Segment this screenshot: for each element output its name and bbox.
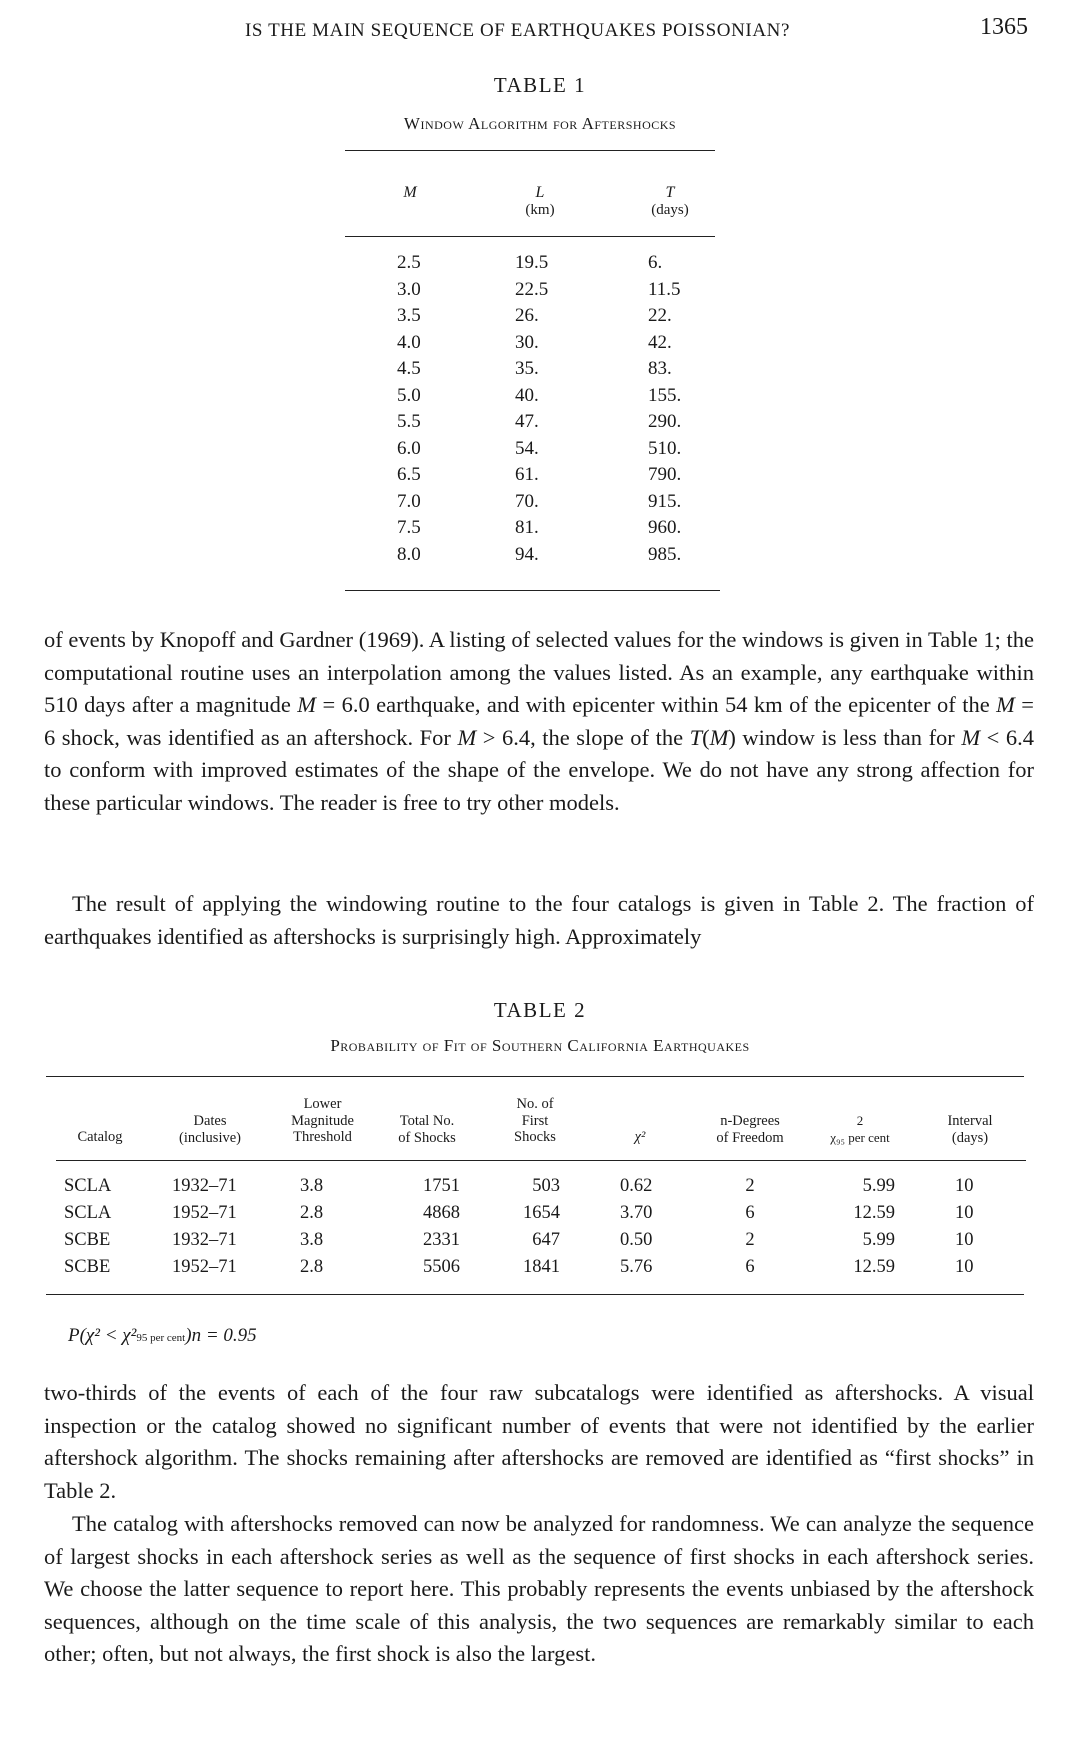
table2-cell: 647: [532, 1230, 560, 1250]
table1-cell: 985.: [648, 543, 682, 565]
table2-cell: 12.59: [853, 1203, 895, 1223]
table2-cell: 1841: [523, 1257, 560, 1277]
table2-col-chi2: χ²: [634, 1129, 646, 1145]
table1-col-l: L (km): [525, 184, 555, 218]
table1-cell: 7.0: [397, 490, 421, 512]
table2-footnote: P(χ² < χ²95 per cent)n = 0.95: [68, 1325, 257, 1346]
table1-cell: 40.: [515, 384, 539, 406]
table2-cell: 10: [955, 1203, 974, 1223]
table1-header-rule: [345, 236, 715, 237]
table1-cell: 790.: [648, 464, 682, 485]
table1-cell: 155.: [648, 384, 682, 406]
table2-cell: 3.8: [300, 1230, 324, 1250]
table1-cell: 6.: [648, 252, 663, 273]
table2-cell: SCBE: [64, 1230, 111, 1250]
table2-cell: 10: [955, 1230, 974, 1250]
table2-cell: 1751: [423, 1176, 460, 1196]
table2-header-rule: [56, 1160, 1026, 1161]
table2-col-first-shocks: No. of First Shocks: [514, 1096, 556, 1145]
table2-cell: 2: [745, 1176, 755, 1196]
table1-col-t: T (days): [651, 184, 689, 218]
table2-col-total-shocks: Total No. of Shocks: [398, 1113, 456, 1146]
table2-cell: 6: [745, 1257, 755, 1277]
table2-cell: SCLA: [64, 1176, 112, 1196]
table2-cell: 2331: [423, 1230, 460, 1250]
page-number: 1365: [980, 14, 1028, 40]
table1-cell: 4.5: [397, 358, 421, 379]
table1-cell: 83.: [648, 358, 672, 379]
table2-cell: 5.99: [862, 1230, 895, 1250]
table1-cell: 3.0: [397, 278, 421, 300]
table1-cell: 42.: [648, 331, 672, 353]
table1-cell: 22.5: [515, 278, 549, 300]
body-paragraph-4: The catalog with aftershocks removed can now be analyzed for randomness. We can analyze the sequence of largest shocks in each aftershock series as well as the sequence of first shocks in each aftershock series. We choose the latter sequence to report here. This probably represents the events unbiased by the aftershock sequences, although on the time scale of this analysis, the two sequences are remarkably similar to each other; often, but not always, the first shock is also the largest.: [44, 1511, 1034, 1666]
table2-cell: 5.76: [620, 1257, 653, 1277]
table1-cell: 510.: [648, 437, 682, 459]
table1-cell: 6.5: [397, 464, 421, 485]
table2-cell: 10: [955, 1257, 974, 1277]
table2-cell: 503: [532, 1176, 560, 1196]
table1-top-rule: [345, 150, 715, 151]
table2-cell: 2.8: [300, 1203, 324, 1223]
table2-col-degrees-freedom: n-Degrees of Freedom: [716, 1113, 784, 1146]
table2-bottom-rule: [46, 1294, 1024, 1295]
table1-cell: 70.: [515, 490, 539, 512]
table1-cell: 290.: [648, 411, 682, 432]
table2-cell: 1952–71: [172, 1203, 237, 1223]
table1-bottom-rule: [345, 590, 720, 591]
table2-cell: 2: [745, 1230, 755, 1250]
table2-caption: Probability of Fit of Southern California Earthquakes: [330, 1036, 750, 1055]
table2-cell: 1932–71: [172, 1176, 237, 1196]
table1-label: TABLE 1: [493, 73, 587, 97]
table2-cell: 1654: [523, 1203, 560, 1223]
table1-cell: 11.5: [648, 278, 681, 300]
table2-label: TABLE 2: [493, 998, 587, 1022]
table1-cell: 19.5: [515, 252, 549, 273]
table2-cell: 3.8: [300, 1176, 324, 1196]
table1-cell: 8.0: [397, 543, 421, 565]
table2-cell: 6: [745, 1203, 755, 1223]
table2-col-dates: Dates (inclusive): [178, 1113, 241, 1146]
table1-cell: 6.0: [397, 437, 421, 459]
table2-cell: 4868: [423, 1203, 460, 1223]
table2-col-interval: Interval (days): [947, 1113, 993, 1146]
table2-cell: 0.62: [620, 1176, 653, 1196]
table1-cell: 3.5: [397, 305, 421, 326]
table1-cell: 7.5: [397, 517, 421, 538]
table1-cell: 915.: [648, 490, 682, 512]
table1-cell: 54.: [515, 437, 539, 459]
table1-cell: 81.: [515, 517, 539, 538]
table1-cell: 5.0: [397, 384, 421, 406]
table1-cell: 47.: [515, 411, 539, 432]
table2-col-lower-magnitude: Lower Magnitude Threshold: [291, 1096, 354, 1145]
table1-caption: Window Algorithm for Aftershocks: [403, 114, 677, 133]
table1-cell: 26.: [515, 305, 539, 326]
table2-cell: 5.99: [862, 1176, 895, 1196]
table2-cell: 1952–71: [172, 1257, 237, 1277]
body-paragraph-3: two-thirds of the events of each of the four raw subcatalogs were identified as aftershocks. A visual inspection or the catalog showed no significant number of events that were not identified by the earlier aftershock algorithm. The shocks remaining after aftershocks are removed are identified as “first shocks” in Table 2.: [44, 1380, 1034, 1503]
table1-col-m: M: [403, 184, 417, 201]
table1-cell: 4.0: [397, 331, 421, 353]
table2-col-chi95: 2 χ₉₅ per cent: [830, 1113, 890, 1145]
table2-cell: 5506: [423, 1257, 460, 1277]
table2-cell: 2.8: [300, 1257, 324, 1277]
table2-cell: 1932–71: [172, 1230, 237, 1250]
table1-cell: 30.: [515, 331, 539, 353]
table2-col-catalog: Catalog: [77, 1129, 123, 1145]
table1-cell: 35.: [515, 358, 539, 379]
table1-cell: 5.5: [397, 411, 421, 432]
table1-cell: 2.5: [397, 252, 421, 273]
table2-cell: 0.50: [620, 1230, 653, 1250]
table2-cell: SCBE: [64, 1257, 111, 1277]
running-title: IS THE MAIN SEQUENCE OF EARTHQUAKES POISSONIAN?: [245, 20, 790, 41]
table2-top-rule: [46, 1076, 1024, 1077]
body-paragraph-2: The result of applying the windowing routine to the four catalogs is given in Table 2. The fraction of earthquakes identified as aftershocks is surprisingly high. Approximately: [44, 891, 1034, 949]
table1-cell: 960.: [648, 517, 682, 538]
table1-cell: 94.: [515, 543, 539, 565]
table2-cell: 12.59: [853, 1257, 895, 1277]
table1-cell: 61.: [515, 464, 539, 485]
table2-cell: 3.70: [620, 1203, 653, 1223]
table2-cell: 10: [955, 1176, 974, 1196]
table2-cell: SCLA: [64, 1203, 112, 1223]
body-paragraph-1: of events by Knopoff and Gardner (1969). A listing of selected values for the windows is given in Table 1; the computational routine uses an interpolation among the values listed. As an example, any earthquake within 510 days after a magnitude M = 6.0 earthquake, and with epicenter within 54 km of the epicenter of the M = 6 shock, was identified as an aftershock. For M > 6.4, the slope of the T(M) window is less than for M < 6.4 to conform with improved estimates of the shape of the envelope. We do not have any strong affection for these particular windows. The reader is free to try other models.: [44, 627, 1034, 815]
table1-cell: 22.: [648, 305, 672, 326]
